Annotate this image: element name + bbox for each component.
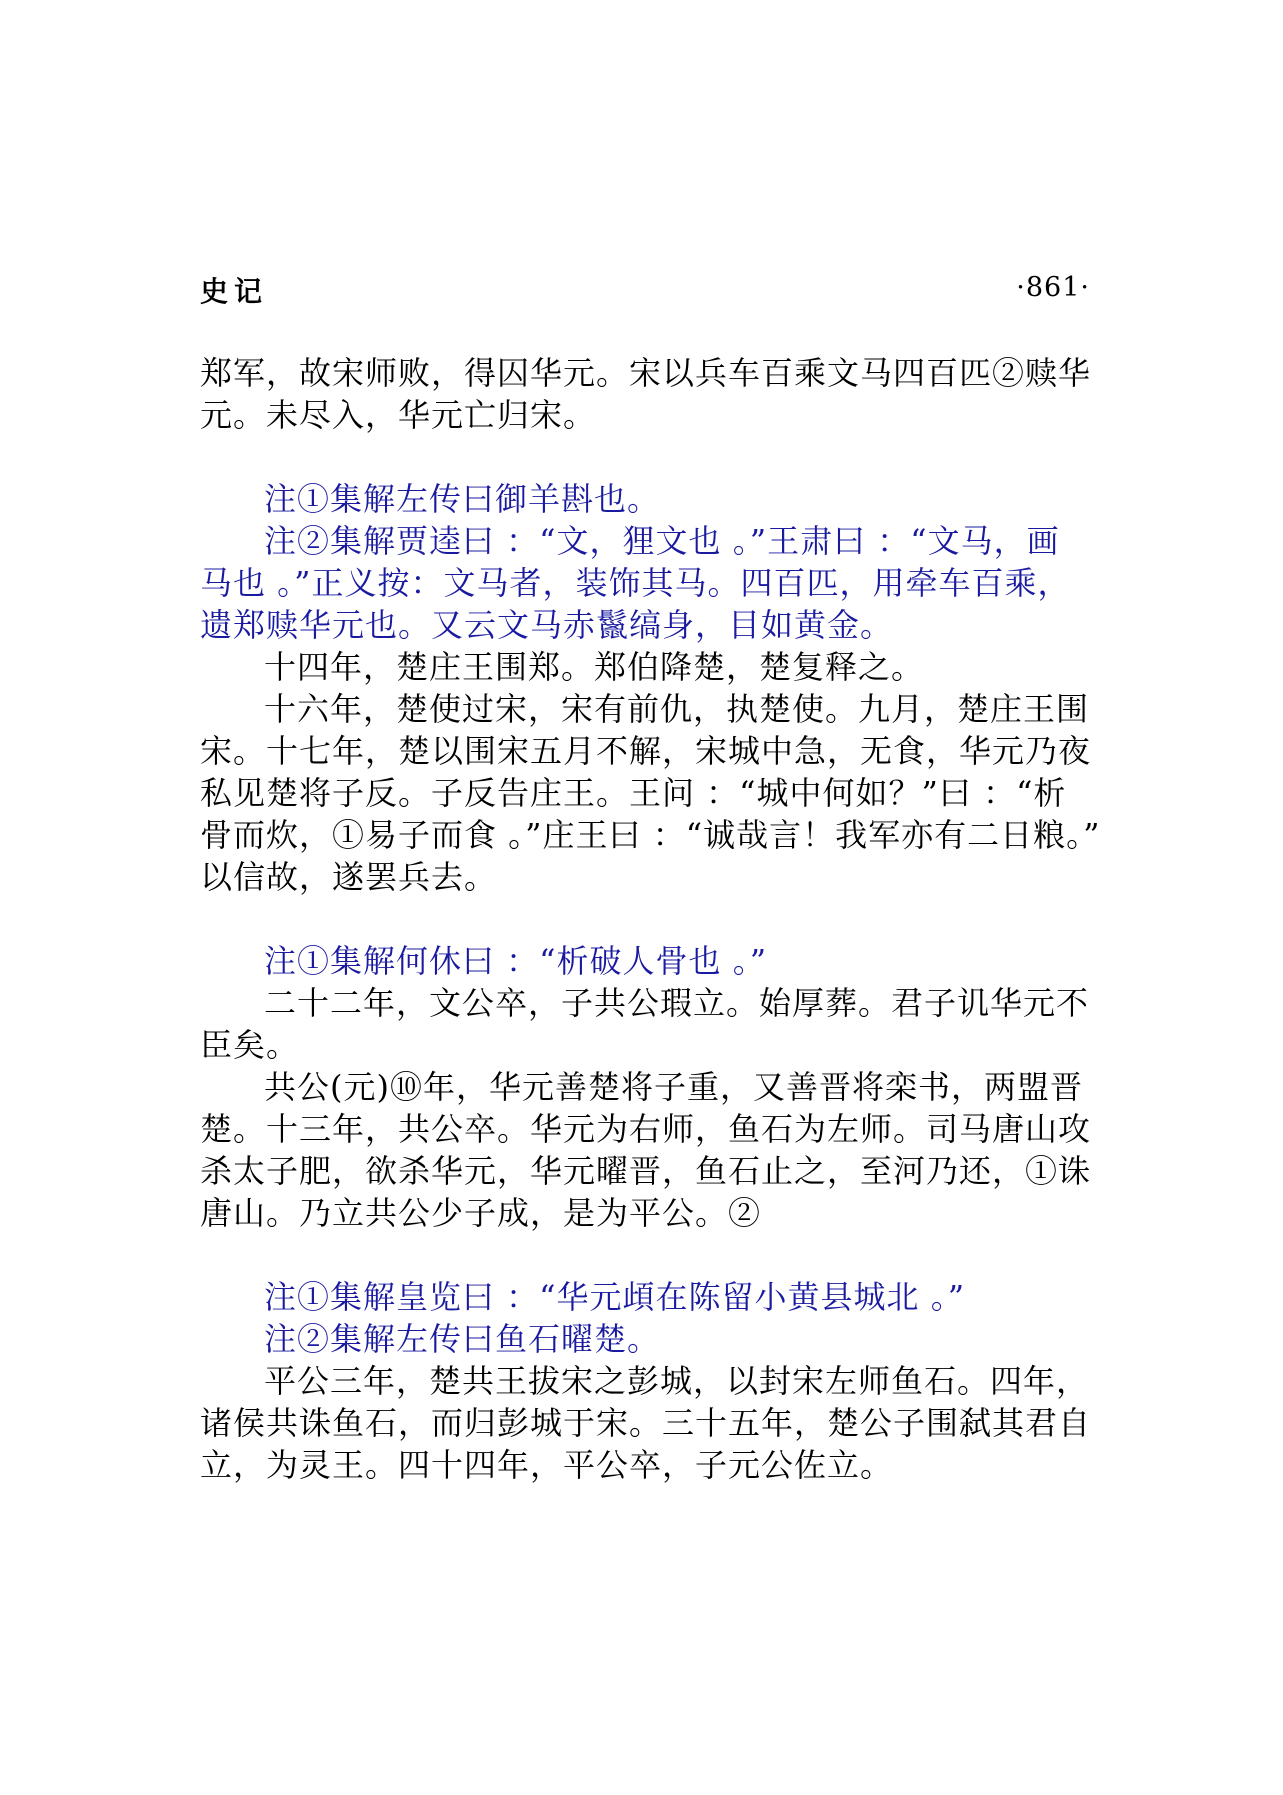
text-line: 骨而炊，①易子而食 。”庄王曰 ：“诚哉言！我军亦有二日粮。” <box>200 816 1101 854</box>
text-line: 平公三年，楚共王拔宋之彭城，以封宋左师鱼石。四年， <box>264 1362 1090 1400</box>
annotation-line: 注①集解何休曰 ：“析破人骨也 。” <box>264 942 768 980</box>
text-line: 二十二年，文公卒，子共公瑕立。始厚葬。君子讥华元不 <box>264 984 1090 1022</box>
text-line: 郑军，故宋师败，得囚华元。宋以兵车百乘文马四百匹②赎华 <box>200 354 1092 392</box>
text-line: 诸侯共诛鱼石，而归彭城于宋。三十五年，楚公子围弑其君自 <box>200 1404 1092 1442</box>
text-line: 十四年，楚庄王围郑。郑伯降楚，楚复释之。 <box>264 648 925 686</box>
text-line: 唐山。乃立共公少子成，是为平公。② <box>200 1194 762 1232</box>
text-line: 立，为灵王。四十四年，平公卒，子元公佐立。 <box>200 1446 894 1484</box>
paragraph-gap <box>200 1234 1095 1276</box>
text-line: 十六年，楚使过宋，宋有前仇，执楚使。九月，楚庄王围 <box>264 690 1090 728</box>
paragraph-gap <box>200 898 1095 940</box>
text-line: 楚。十三年，共公卒。华元为右师，鱼石为左师。司马唐山攻 <box>200 1110 1092 1148</box>
annotation-line: 注②集解贾逵曰 ：“文，狸文也 。”王肃曰 ：“文马，画 <box>264 522 1060 560</box>
page-body <box>200 352 1101 1486</box>
text-line: 共公(元)⑩年，华元善楚将子重，又善晋将栾书，两盟晋 <box>264 1068 1083 1106</box>
annotation-line: 马也 。”正义按：文马者，装饰其马。四百匹，用牵车百乘， <box>200 564 1071 602</box>
text-line: 元。未尽入，华元亡归宋。 <box>200 396 597 434</box>
text-line: 杀太子肥，欲杀华元，华元曜晋，鱼石止之，至河乃还，①诛 <box>200 1152 1092 1190</box>
page-header <box>200 270 1090 316</box>
book-title: 史记 <box>200 275 269 308</box>
page-number: ·861· <box>1016 272 1090 303</box>
annotation-line: 注②集解左传曰鱼石曜楚。 <box>264 1320 661 1358</box>
text-line: 臣矣。 <box>200 1026 300 1064</box>
text-line: 私见楚将子反。子反告庄王。王问 ：“城中何如？”曰 ：“析 <box>200 774 1067 812</box>
paragraph-gap <box>200 436 1095 478</box>
annotation-line: 遗郑赎华元也。又云文马赤鬣缟身，目如黄金。 <box>200 606 894 644</box>
annotation-line: 注①集解左传曰御羊斟也。 <box>264 480 661 518</box>
text-line: 以信故，遂罢兵去。 <box>200 858 498 896</box>
text-line: 宋。十七年，楚以围宋五月不解，宋城中急，无食，华元乃夜 <box>200 732 1092 770</box>
annotation-line: 注①集解皇览曰 ：“华元頉在陈留小黄县城北 。” <box>264 1278 966 1316</box>
